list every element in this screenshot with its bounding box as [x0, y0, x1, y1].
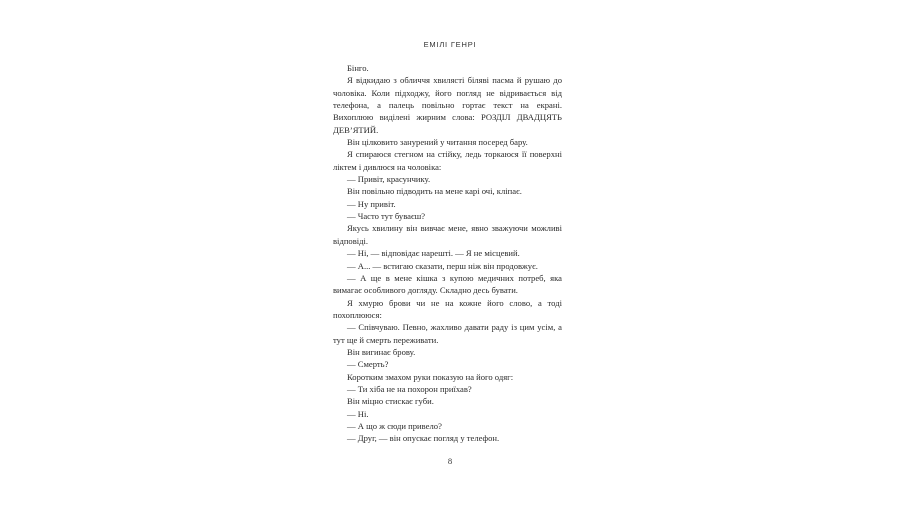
- paragraph: Він міцно стискає губи.: [347, 396, 434, 407]
- paragraph: Він повільно підводить на мене карі очі, кліпає.: [347, 186, 522, 197]
- paragraph: — Привіт, красунчику.: [347, 174, 431, 185]
- body-text: [333, 62, 562, 445]
- paragraph: — Ні.: [347, 408, 369, 419]
- paragraph: — Смерть?: [347, 359, 389, 370]
- paragraph: Він вигинає брову.: [347, 346, 416, 357]
- paragraph: — А... — встигаю сказати, перш ніж він продовжує.: [347, 260, 538, 271]
- paragraph: Я відкидаю з обличчя хвилясті біляві пасма й рушаю до чоловіка. Коли підходжу, його погляд не відривається від телефона, а палець повільно гортає текст на екрані. Вихоплюю виділені жирним слова: РОЗДІЛ ДВАДЦЯТЬ ДЕВ’ЯТИЙ.: [333, 75, 562, 135]
- paragraph: — Часто тут буваєш?: [347, 211, 426, 222]
- page-number: 8: [447, 456, 453, 466]
- paragraph: — А що ж сюди привело?: [347, 420, 442, 431]
- paragraph: — Ну привіт.: [347, 198, 396, 209]
- running-head-author: ЕМІЛІ ГЕНРІ: [423, 40, 477, 49]
- paragraph: Я хмурю брови чи не на кожне його слово, а тоді похоплююся:: [333, 297, 562, 320]
- paragraph: Коротким змахом руки показую на його одяг:: [347, 371, 514, 382]
- paragraph: Якусь хвилину він вивчає мене, явно зважуючи можливі відповіді.: [333, 223, 562, 246]
- paragraph: — Співчуваю. Певно, жахливо давати раду із цим усім, а тут ще й смерть переживати.: [333, 322, 562, 345]
- paragraph: Бінго.: [347, 63, 369, 73]
- paragraph: — Друг, — він опускає погляд у телефон.: [347, 433, 500, 444]
- paragraph: Я спираюся стегном на стійку, ледь торкаюся її поверхні ліктем і дивлюся на чоловіка:: [333, 149, 562, 172]
- paragraph: Він цілковито занурений у читання посеред бару.: [347, 137, 528, 148]
- paragraph: — Ні, — відповідає нарешті. — Я не місцевий.: [347, 248, 520, 259]
- paragraph: — А ще в мене кішка з купою медичних потреб, яка вимагає особливого догляду. Складно десь бувати.: [333, 272, 562, 296]
- paragraph: — Ти хіба не на похорон приїхав?: [347, 383, 472, 394]
